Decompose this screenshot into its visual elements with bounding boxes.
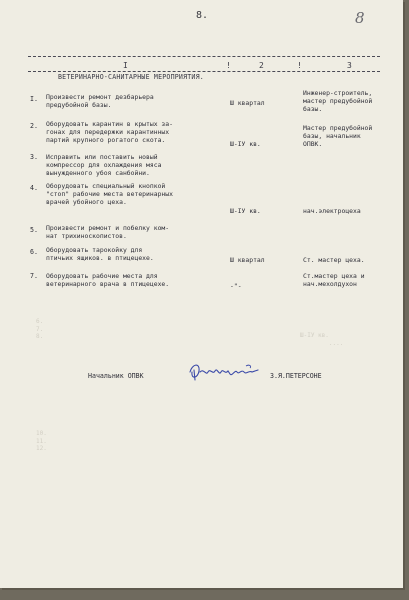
signatory-name: З.Я.ПЕТЕРСОНЕ (270, 372, 322, 380)
item-number: 2. (30, 122, 38, 130)
item-number: I. (30, 95, 38, 103)
column-header-1: I (123, 61, 128, 70)
column-separator: ! (226, 61, 231, 70)
table-top-rule (28, 56, 380, 57)
handwritten-folio-number: 8 (355, 9, 365, 27)
section-title: ВЕТЕРИНАРНО-САНИТАРНЫЕ МЕРОПРИЯТИЯ. (58, 73, 204, 81)
signatory-title: Начальник ОПВК (88, 372, 144, 380)
item-responsible: нач.электроцеха (303, 207, 361, 215)
column-header-3: 3 (347, 61, 352, 70)
bleed-through-text: 10. 11. 12. (36, 430, 47, 452)
bleed-through-text: Ш-IУ кв. .... (300, 332, 344, 347)
item-measure-text: Оборудовать специальный кнопкой "стоп" рабочие места ветеринарных врачей убойного цеха. (46, 182, 173, 207)
item-responsible: Мастер предубойной базы, начальник ОПВК. (303, 124, 373, 149)
item-measure-text: Оборудовать рабочие места для ветеринарного врача в птицецехе. (46, 272, 170, 289)
column-header-2: 2 (259, 61, 264, 70)
table-header-rule (28, 71, 380, 72)
signature-scribble (186, 358, 264, 386)
item-term: Ш-IУ кв. (230, 207, 261, 215)
item-term: -"- (230, 282, 242, 290)
column-separator: ! (297, 61, 302, 70)
item-measure-text: Произвести ремонт и побелку ком- нат трихиноскопистов. (46, 224, 170, 241)
item-responsible: Ст.мастер цеха и нач.мехолдухон (303, 272, 365, 289)
item-measure-text: Произвести ремонт дезбарьера предубойной базы. (46, 93, 154, 110)
item-measure-text: Оборудовать карантин в крытых за- гонах для передержки карантинных партий крупного рогатого скота. (46, 120, 173, 145)
item-number: 3. (30, 153, 38, 161)
handwritten-signature (186, 358, 264, 390)
item-term: Ш квартал (230, 99, 265, 107)
item-number: 5. (30, 226, 38, 234)
item-term: Ш квартал (230, 256, 265, 264)
item-term: Ш-IУ кв. (230, 140, 261, 148)
item-responsible: Ст. мастер цеха. (303, 256, 365, 264)
item-responsible: Инженер-строитель, мастер предубойной базы. (303, 89, 373, 114)
page-number: 8. (196, 10, 209, 21)
item-number: 7. (30, 272, 38, 280)
item-number: 6. (30, 248, 38, 256)
item-number: 4. (30, 184, 38, 192)
item-measure-text: Оборудовать тарокойку для птичьих ящиков. в птицецехе. (46, 246, 154, 263)
item-measure-text: Исправить или поставить новый компрессор для охлаждения мяса вынужденного убоя санбойни. (46, 153, 162, 178)
bleed-through-text: 6. 7. 8. (36, 318, 44, 340)
